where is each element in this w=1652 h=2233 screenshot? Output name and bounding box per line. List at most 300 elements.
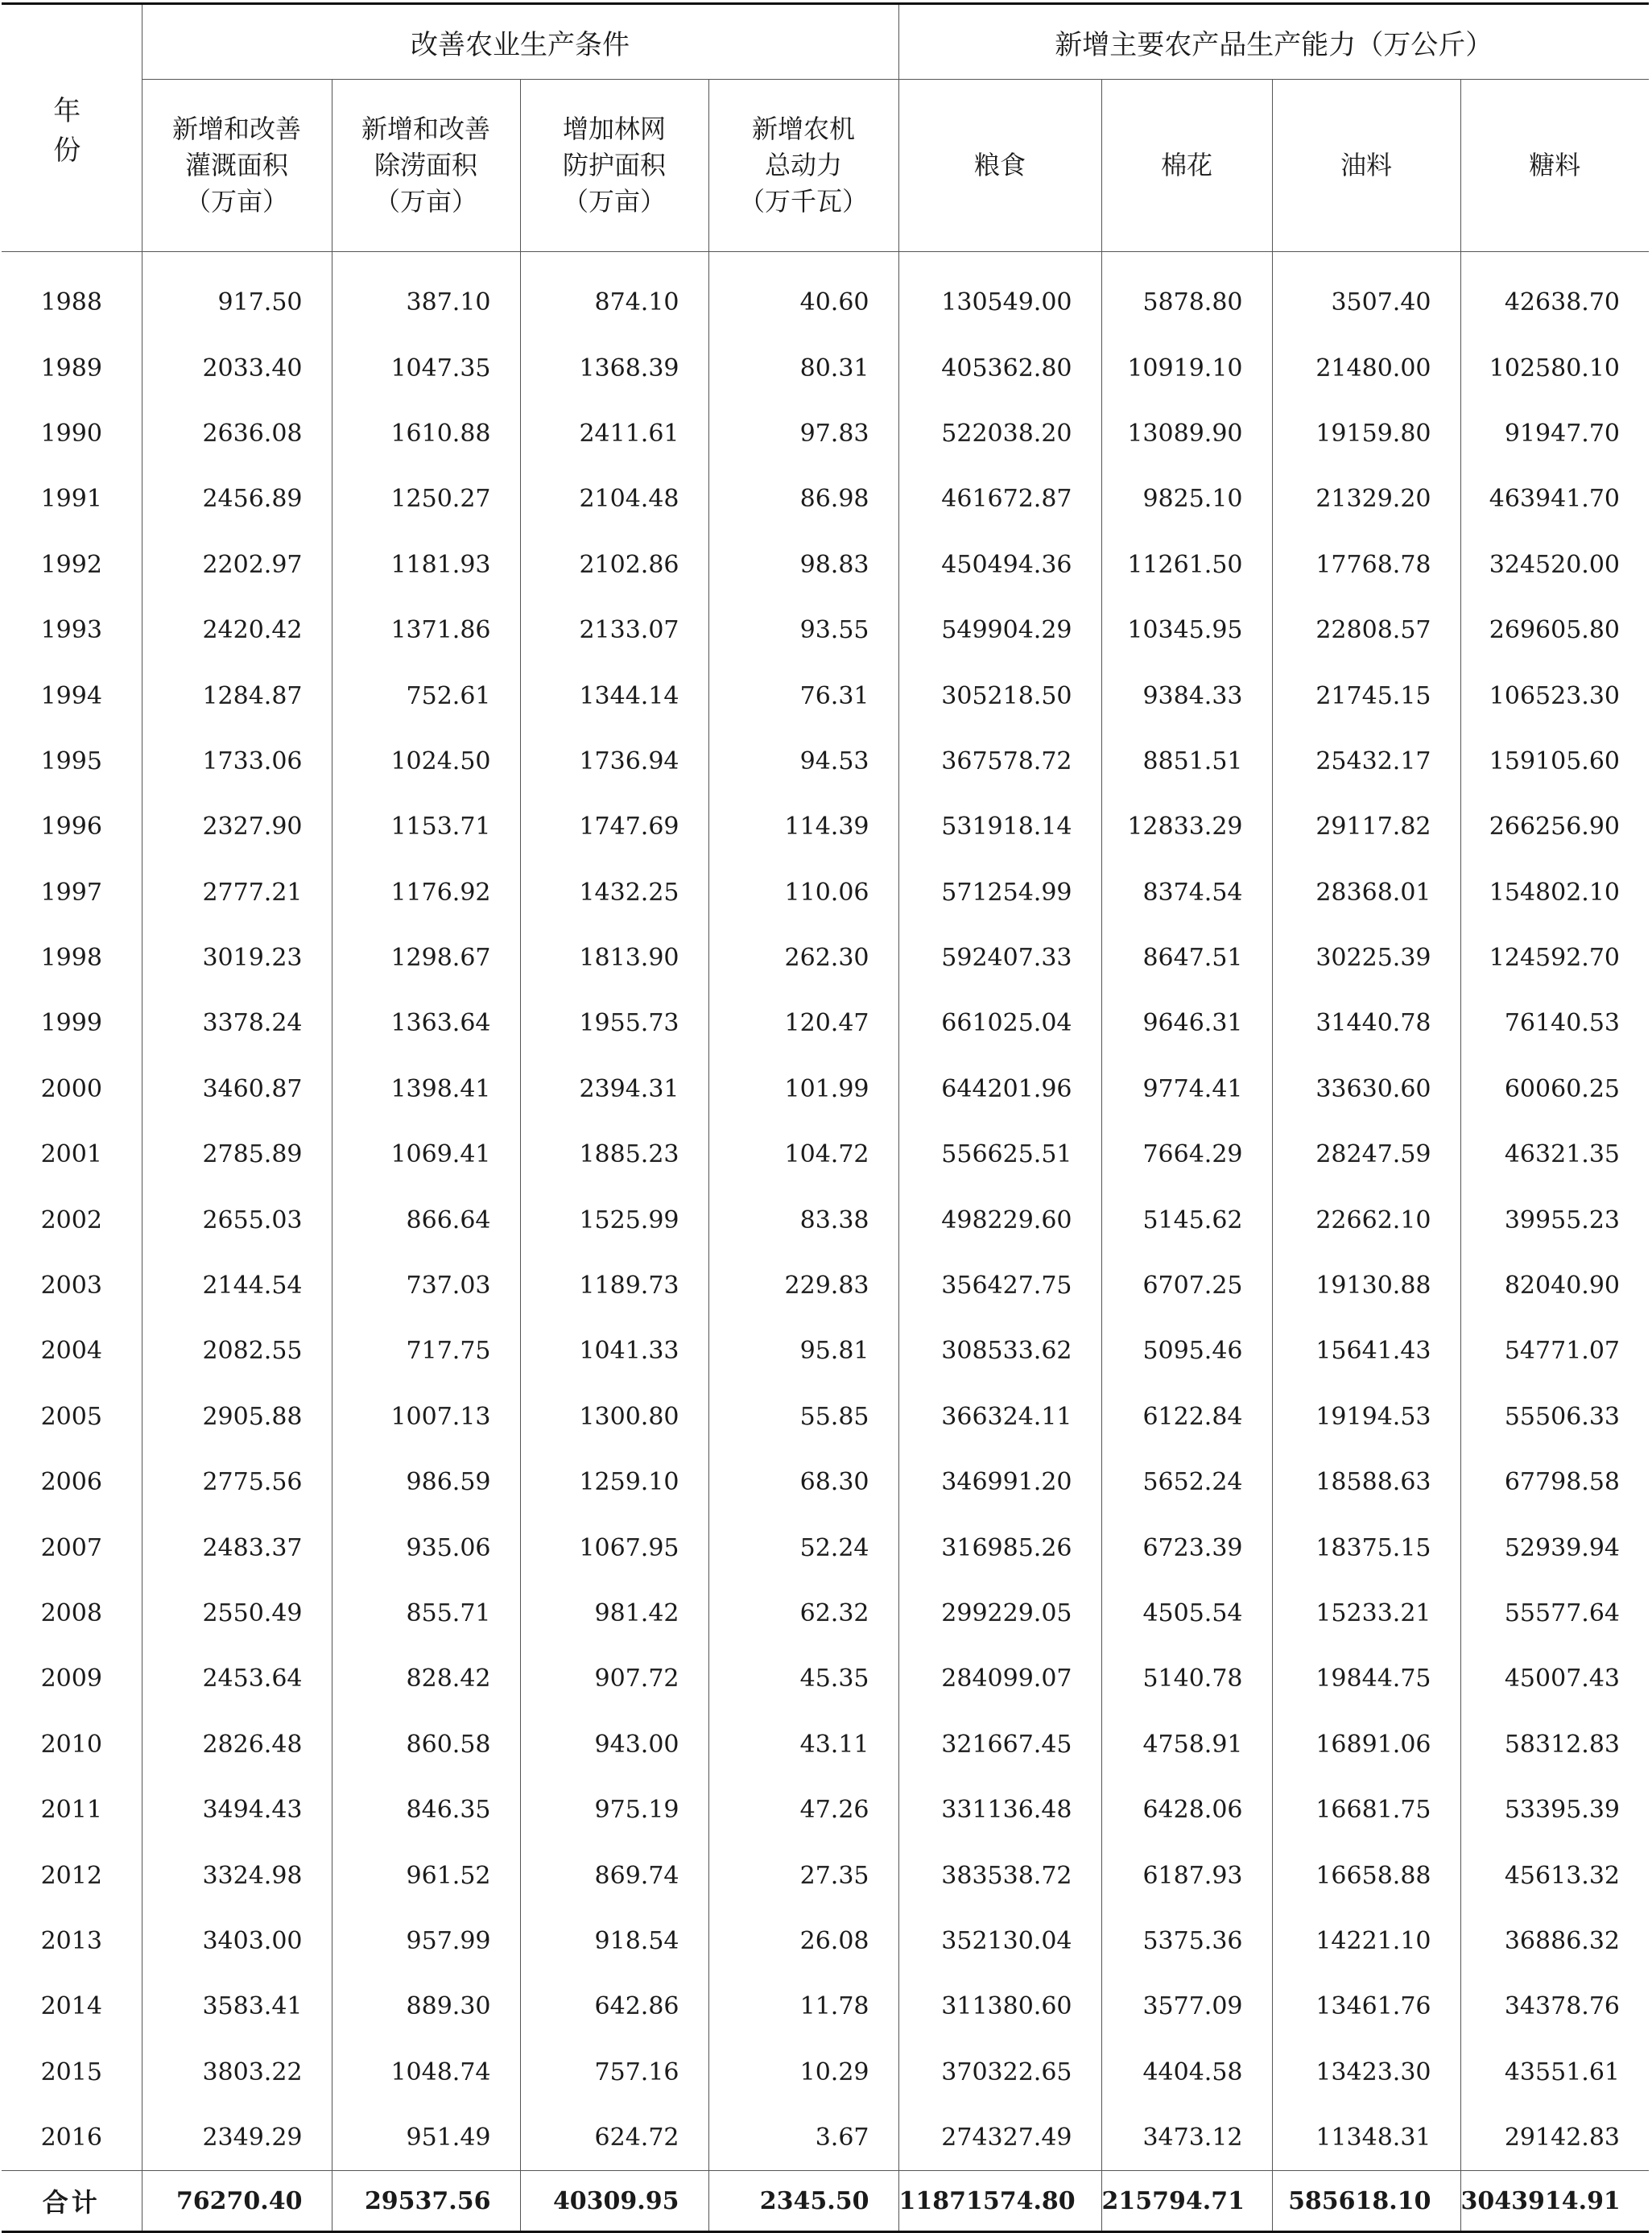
- table-row: [2, 1515, 1649, 1580]
- value-cell: 110.06: [708, 860, 898, 925]
- value-cell: 387.10: [332, 252, 520, 336]
- table-row: [2, 1057, 1649, 1122]
- value-cell: 917.50: [142, 252, 332, 336]
- value-cell: 975.19: [520, 1777, 708, 1842]
- value-cell: 68.30: [708, 1449, 898, 1515]
- year-cell: 1999: [40, 1009, 102, 1038]
- table-row: [2, 1908, 1649, 1974]
- value-cell: 93.55: [708, 598, 898, 663]
- value-cell: 25432.17: [1272, 729, 1460, 794]
- value-cell: 1363.64: [332, 990, 520, 1056]
- column-header-line: 总动力: [764, 150, 842, 180]
- value-cell: 13423.30: [1272, 2040, 1460, 2105]
- value-cell: 30225.39: [1272, 925, 1460, 990]
- value-cell: 13089.90: [1101, 401, 1272, 466]
- table-row: [2, 990, 1649, 1056]
- value-cell: 76.31: [708, 663, 898, 728]
- value-cell: 91947.70: [1460, 401, 1649, 466]
- total-value-cell: 585618.10: [1272, 2171, 1460, 2232]
- total-label: 合计: [2, 2171, 142, 2232]
- value-cell: 21329.20: [1272, 466, 1460, 531]
- column-header: [1101, 80, 1272, 252]
- value-cell: 97.83: [708, 401, 898, 466]
- value-cell: 154802.10: [1460, 860, 1649, 925]
- value-cell: 31440.78: [1272, 990, 1460, 1056]
- value-cell: 367578.72: [898, 729, 1101, 794]
- value-cell: 9774.41: [1101, 1057, 1272, 1122]
- year-cell: 2015: [40, 2057, 102, 2086]
- total-value-cell: 2345.50: [708, 2171, 898, 2232]
- value-cell: 45.35: [708, 1646, 898, 1711]
- group-header-capacity: 新增主要农产品生产能力（万公斤）: [898, 4, 1649, 80]
- year-cell: 1994: [40, 681, 102, 710]
- table-row: [2, 2105, 1649, 2171]
- value-cell: 2133.07: [520, 598, 708, 663]
- value-cell: 3583.41: [142, 1974, 332, 2039]
- year-cell: 2012: [40, 1861, 102, 1890]
- value-cell: 3019.23: [142, 925, 332, 990]
- value-cell: 11261.50: [1101, 532, 1272, 598]
- value-cell: 114.39: [708, 794, 898, 859]
- value-cell: 463941.70: [1460, 466, 1649, 531]
- table-header: [2, 4, 1649, 252]
- value-cell: 1300.80: [520, 1384, 708, 1449]
- value-cell: 935.06: [332, 1515, 520, 1580]
- value-cell: 130549.00: [898, 252, 1101, 336]
- value-cell: 106523.30: [1460, 663, 1649, 728]
- year-cell: 1992: [40, 550, 102, 579]
- value-cell: 45007.43: [1460, 1646, 1649, 1711]
- group-header-conditions: 改善农业生产条件: [142, 4, 898, 80]
- value-cell: 1885.23: [520, 1122, 708, 1187]
- value-cell: 450494.36: [898, 532, 1101, 598]
- column-header-line: 油料: [1340, 150, 1392, 180]
- year-cell: 2006: [40, 1468, 102, 1497]
- table-row: [2, 401, 1649, 466]
- value-cell: 55577.64: [1460, 1581, 1649, 1646]
- column-header-line: 糖料: [1529, 150, 1581, 180]
- value-cell: 22662.10: [1272, 1187, 1460, 1252]
- value-cell: 1024.50: [332, 729, 520, 794]
- year-cell: 2001: [40, 1140, 102, 1169]
- value-cell: 101.99: [708, 1057, 898, 1122]
- value-cell: 19194.53: [1272, 1384, 1460, 1449]
- value-cell: 34378.76: [1460, 1974, 1649, 2039]
- total-value-cell: 215794.71: [1101, 2171, 1272, 2232]
- value-cell: 18375.15: [1272, 1515, 1460, 1580]
- value-cell: 8647.51: [1101, 925, 1272, 990]
- value-cell: 10919.10: [1101, 335, 1272, 400]
- value-cell: 19130.88: [1272, 1253, 1460, 1318]
- value-cell: 943.00: [520, 1712, 708, 1777]
- value-cell: 15233.21: [1272, 1581, 1460, 1646]
- value-cell: 262.30: [708, 925, 898, 990]
- table-row: [2, 1646, 1649, 1711]
- value-cell: 321667.45: [898, 1712, 1101, 1777]
- value-cell: 266256.90: [1460, 794, 1649, 859]
- column-header-line: 防护面积: [562, 150, 666, 180]
- year-cell: 2002: [40, 1205, 102, 1234]
- table-row: [2, 1581, 1649, 1646]
- value-cell: 1176.92: [332, 860, 520, 925]
- value-cell: 1284.87: [142, 663, 332, 728]
- value-cell: 36886.32: [1460, 1908, 1649, 1974]
- value-cell: 7664.29: [1101, 1122, 1272, 1187]
- column-header-line: （万亩）: [374, 186, 477, 217]
- value-cell: 737.03: [332, 1253, 520, 1318]
- value-cell: 5140.78: [1101, 1646, 1272, 1711]
- value-cell: 383538.72: [898, 1842, 1101, 1908]
- value-cell: 21745.15: [1272, 663, 1460, 728]
- value-cell: 316985.26: [898, 1515, 1101, 1580]
- value-cell: 12833.29: [1101, 794, 1272, 859]
- value-cell: 757.16: [520, 2040, 708, 2105]
- value-cell: 229.83: [708, 1253, 898, 1318]
- year-header: 年 份: [2, 4, 142, 252]
- column-header-line: （万千瓦）: [738, 186, 868, 217]
- column-header-line: 棉花: [1160, 150, 1212, 180]
- value-cell: 47.26: [708, 1777, 898, 1842]
- value-cell: 1525.99: [520, 1187, 708, 1252]
- table-row: [2, 1777, 1649, 1842]
- data-table: [2, 2, 1649, 2233]
- total-value-cell: 11871574.80: [898, 2171, 1101, 2232]
- column-header: [1272, 80, 1460, 252]
- value-cell: 102580.10: [1460, 335, 1649, 400]
- column-header-line: 增加林网: [562, 114, 666, 144]
- year-cell: 2008: [40, 1599, 102, 1627]
- value-cell: 3577.09: [1101, 1974, 1272, 2039]
- table-row: [2, 1449, 1649, 1515]
- year-cell: 2003: [40, 1272, 102, 1301]
- table-row: [2, 2040, 1649, 2105]
- value-cell: 159105.60: [1460, 729, 1649, 794]
- value-cell: 2453.64: [142, 1646, 332, 1711]
- value-cell: 3378.24: [142, 990, 332, 1056]
- value-cell: 62.32: [708, 1581, 898, 1646]
- value-cell: 2327.90: [142, 794, 332, 859]
- value-cell: 269605.80: [1460, 598, 1649, 663]
- value-cell: 874.10: [520, 252, 708, 336]
- year-cell: 2016: [40, 2123, 102, 2152]
- value-cell: 5878.80: [1101, 252, 1272, 336]
- value-cell: 717.75: [332, 1318, 520, 1383]
- value-cell: 15641.43: [1272, 1318, 1460, 1383]
- value-cell: 592407.33: [898, 925, 1101, 990]
- table-row: [2, 532, 1649, 598]
- value-cell: 40.60: [708, 252, 898, 336]
- value-cell: 67798.58: [1460, 1449, 1649, 1515]
- value-cell: 80.31: [708, 335, 898, 400]
- value-cell: 95.81: [708, 1318, 898, 1383]
- value-cell: 27.35: [708, 1842, 898, 1908]
- value-cell: 11.78: [708, 1974, 898, 2039]
- value-cell: 1747.69: [520, 794, 708, 859]
- value-cell: 2033.40: [142, 335, 332, 400]
- value-cell: 3473.12: [1101, 2105, 1272, 2171]
- column-header-line: 灌溉面积: [184, 150, 288, 180]
- value-cell: 1736.94: [520, 729, 708, 794]
- value-cell: 120.47: [708, 990, 898, 1056]
- column-header: [898, 80, 1101, 252]
- value-cell: 1371.86: [332, 598, 520, 663]
- year-cell: 1996: [40, 813, 102, 842]
- year-cell: 2005: [40, 1402, 102, 1431]
- value-cell: 2905.88: [142, 1384, 332, 1449]
- value-cell: 83.38: [708, 1187, 898, 1252]
- year-cell: 1990: [40, 419, 102, 448]
- value-cell: 45613.32: [1460, 1842, 1649, 1908]
- year-cell: 2011: [40, 1796, 102, 1825]
- value-cell: 82040.90: [1460, 1253, 1649, 1318]
- value-cell: 461672.87: [898, 466, 1101, 531]
- value-cell: 1181.93: [332, 532, 520, 598]
- value-cell: 28368.01: [1272, 860, 1460, 925]
- value-cell: 8851.51: [1101, 729, 1272, 794]
- value-cell: 53395.39: [1460, 1777, 1649, 1842]
- value-cell: 33630.60: [1272, 1057, 1460, 1122]
- value-cell: 2411.61: [520, 401, 708, 466]
- value-cell: 3803.22: [142, 2040, 332, 2105]
- value-cell: 855.71: [332, 1581, 520, 1646]
- year-cell: 2000: [40, 1074, 102, 1103]
- value-cell: 3403.00: [142, 1908, 332, 1974]
- value-cell: 3494.43: [142, 1777, 332, 1842]
- total-value-cell: 76270.40: [142, 2171, 332, 2232]
- value-cell: 305218.50: [898, 663, 1101, 728]
- value-cell: 1398.41: [332, 1057, 520, 1122]
- table-row: [2, 1187, 1649, 1252]
- year-cell: 1995: [40, 746, 102, 775]
- value-cell: 1067.95: [520, 1515, 708, 1580]
- value-cell: 22808.57: [1272, 598, 1460, 663]
- value-cell: 43551.61: [1460, 2040, 1649, 2105]
- value-cell: 2483.37: [142, 1515, 332, 1580]
- value-cell: 6723.39: [1101, 1515, 1272, 1580]
- value-cell: 957.99: [332, 1908, 520, 1974]
- value-cell: 46321.35: [1460, 1122, 1649, 1187]
- value-cell: 951.49: [332, 2105, 520, 2171]
- value-cell: 104.72: [708, 1122, 898, 1187]
- value-cell: 6122.84: [1101, 1384, 1272, 1449]
- value-cell: 2102.86: [520, 532, 708, 598]
- value-cell: 522038.20: [898, 401, 1101, 466]
- value-cell: 29117.82: [1272, 794, 1460, 859]
- value-cell: 3.67: [708, 2105, 898, 2171]
- value-cell: 52939.94: [1460, 1515, 1649, 1580]
- table-row: [2, 335, 1649, 400]
- column-header: [708, 80, 898, 252]
- value-cell: 1250.27: [332, 466, 520, 531]
- year-cell: 1993: [40, 616, 102, 645]
- year-cell: 1991: [40, 485, 102, 514]
- value-cell: 3460.87: [142, 1057, 332, 1122]
- table-row: [2, 1974, 1649, 2039]
- value-cell: 55506.33: [1460, 1384, 1649, 1449]
- value-cell: 29142.83: [1460, 2105, 1649, 2171]
- value-cell: 11348.31: [1272, 2105, 1460, 2171]
- value-cell: 2394.31: [520, 1057, 708, 1122]
- value-cell: 9646.31: [1101, 990, 1272, 1056]
- value-cell: 346991.20: [898, 1449, 1101, 1515]
- year-cell: 2004: [40, 1337, 102, 1366]
- value-cell: 274327.49: [898, 2105, 1101, 2171]
- value-cell: 752.61: [332, 663, 520, 728]
- value-cell: 1189.73: [520, 1253, 708, 1318]
- total-value-cell: 29537.56: [332, 2171, 520, 2232]
- value-cell: 352130.04: [898, 1908, 1101, 1974]
- value-cell: 642.86: [520, 1974, 708, 2039]
- column-header: [520, 80, 708, 252]
- value-cell: 58312.83: [1460, 1712, 1649, 1777]
- year-cell: 2007: [40, 1533, 102, 1562]
- table-body: [2, 252, 1649, 2232]
- value-cell: 571254.99: [898, 860, 1101, 925]
- total-value-cell: 3043914.91: [1460, 2171, 1649, 2232]
- column-header-line: 新增和改善: [361, 114, 490, 144]
- value-cell: 16891.06: [1272, 1712, 1460, 1777]
- value-cell: 1069.41: [332, 1122, 520, 1187]
- table-row: [2, 663, 1649, 728]
- value-cell: 331136.48: [898, 1777, 1101, 1842]
- value-cell: 1432.25: [520, 860, 708, 925]
- value-cell: 10345.95: [1101, 598, 1272, 663]
- value-cell: 366324.11: [898, 1384, 1101, 1449]
- value-cell: 1047.35: [332, 335, 520, 400]
- value-cell: 18588.63: [1272, 1449, 1460, 1515]
- value-cell: 5145.62: [1101, 1187, 1272, 1252]
- value-cell: 19844.75: [1272, 1646, 1460, 1711]
- value-cell: 124592.70: [1460, 925, 1649, 990]
- value-cell: 961.52: [332, 1842, 520, 1908]
- value-cell: 42638.70: [1460, 252, 1649, 336]
- value-cell: 2202.97: [142, 532, 332, 598]
- column-header: [332, 80, 520, 252]
- total-value-cell: 40309.95: [520, 2171, 708, 2232]
- year-cell: 2013: [40, 1926, 102, 1955]
- value-cell: 661025.04: [898, 990, 1101, 1056]
- value-cell: 556625.51: [898, 1122, 1101, 1187]
- table-row: [2, 1842, 1649, 1908]
- value-cell: 1955.73: [520, 990, 708, 1056]
- value-cell: 907.72: [520, 1646, 708, 1711]
- table-row: [2, 1318, 1649, 1383]
- value-cell: 3324.98: [142, 1842, 332, 1908]
- value-cell: 2104.48: [520, 466, 708, 531]
- value-cell: 299229.05: [898, 1581, 1101, 1646]
- value-cell: 531918.14: [898, 794, 1101, 859]
- value-cell: 498229.60: [898, 1187, 1101, 1252]
- value-cell: 14221.10: [1272, 1908, 1460, 1974]
- value-cell: 828.42: [332, 1646, 520, 1711]
- column-header-line: （万亩）: [562, 186, 666, 217]
- value-cell: 52.24: [708, 1515, 898, 1580]
- year-cell: 1997: [40, 878, 102, 907]
- column-header-line: 新增农机: [751, 114, 855, 144]
- value-cell: 1153.71: [332, 794, 520, 859]
- value-cell: 26.08: [708, 1908, 898, 1974]
- value-cell: 324520.00: [1460, 532, 1649, 598]
- value-cell: 28247.59: [1272, 1122, 1460, 1187]
- value-cell: 1344.14: [520, 663, 708, 728]
- column-header-line: （万亩）: [184, 186, 288, 217]
- value-cell: 16681.75: [1272, 1777, 1460, 1842]
- value-cell: 284099.07: [898, 1646, 1101, 1711]
- table-row: [2, 1253, 1649, 1318]
- column-header: [1460, 80, 1649, 252]
- value-cell: 2456.89: [142, 466, 332, 531]
- value-cell: 8374.54: [1101, 860, 1272, 925]
- value-cell: 60060.25: [1460, 1057, 1649, 1122]
- value-cell: 2785.89: [142, 1122, 332, 1187]
- value-cell: 98.83: [708, 532, 898, 598]
- value-cell: 5652.24: [1101, 1449, 1272, 1515]
- value-cell: 866.64: [332, 1187, 520, 1252]
- value-cell: 846.35: [332, 1777, 520, 1842]
- year-cell: 2014: [40, 1992, 102, 2021]
- table-row: [2, 794, 1649, 859]
- year-cell: 2010: [40, 1730, 102, 1759]
- table-row: [2, 729, 1649, 794]
- value-cell: 1298.67: [332, 925, 520, 990]
- value-cell: 4505.54: [1101, 1581, 1272, 1646]
- value-cell: 869.74: [520, 1842, 708, 1908]
- value-cell: 1048.74: [332, 2040, 520, 2105]
- value-cell: 55.85: [708, 1384, 898, 1449]
- value-cell: 6187.93: [1101, 1842, 1272, 1908]
- value-cell: 6707.25: [1101, 1253, 1272, 1318]
- value-cell: 2636.08: [142, 401, 332, 466]
- value-cell: 370322.65: [898, 2040, 1101, 2105]
- table-row: [2, 598, 1649, 663]
- value-cell: 86.98: [708, 466, 898, 531]
- table-row: [2, 252, 1649, 336]
- value-cell: 2826.48: [142, 1712, 332, 1777]
- value-cell: 2349.29: [142, 2105, 332, 2171]
- value-cell: 43.11: [708, 1712, 898, 1777]
- column-header-line: 粮食: [973, 150, 1026, 180]
- value-cell: 2420.42: [142, 598, 332, 663]
- value-cell: 1368.39: [520, 335, 708, 400]
- column-header-line: 新增和改善: [171, 114, 301, 144]
- value-cell: 16658.88: [1272, 1842, 1460, 1908]
- value-cell: 889.30: [332, 1974, 520, 2039]
- value-cell: 1610.88: [332, 401, 520, 466]
- value-cell: 308533.62: [898, 1318, 1101, 1383]
- value-cell: 6428.06: [1101, 1777, 1272, 1842]
- value-cell: 21480.00: [1272, 335, 1460, 400]
- value-cell: 13461.76: [1272, 1974, 1460, 2039]
- value-cell: 860.58: [332, 1712, 520, 1777]
- value-cell: 549904.29: [898, 598, 1101, 663]
- value-cell: 9384.33: [1101, 663, 1272, 728]
- value-cell: 1813.90: [520, 925, 708, 990]
- year-cell: 2009: [40, 1664, 102, 1693]
- value-cell: 76140.53: [1460, 990, 1649, 1056]
- value-cell: 19159.80: [1272, 401, 1460, 466]
- value-cell: 5375.36: [1101, 1908, 1272, 1974]
- value-cell: 2144.54: [142, 1253, 332, 1318]
- value-cell: 624.72: [520, 2105, 708, 2171]
- value-cell: 2777.21: [142, 860, 332, 925]
- table-row: [2, 466, 1649, 531]
- value-cell: 918.54: [520, 1908, 708, 1974]
- value-cell: 2550.49: [142, 1581, 332, 1646]
- column-header: [142, 80, 332, 252]
- year-cell: 1998: [40, 944, 102, 973]
- value-cell: 4758.91: [1101, 1712, 1272, 1777]
- value-cell: 10.29: [708, 2040, 898, 2105]
